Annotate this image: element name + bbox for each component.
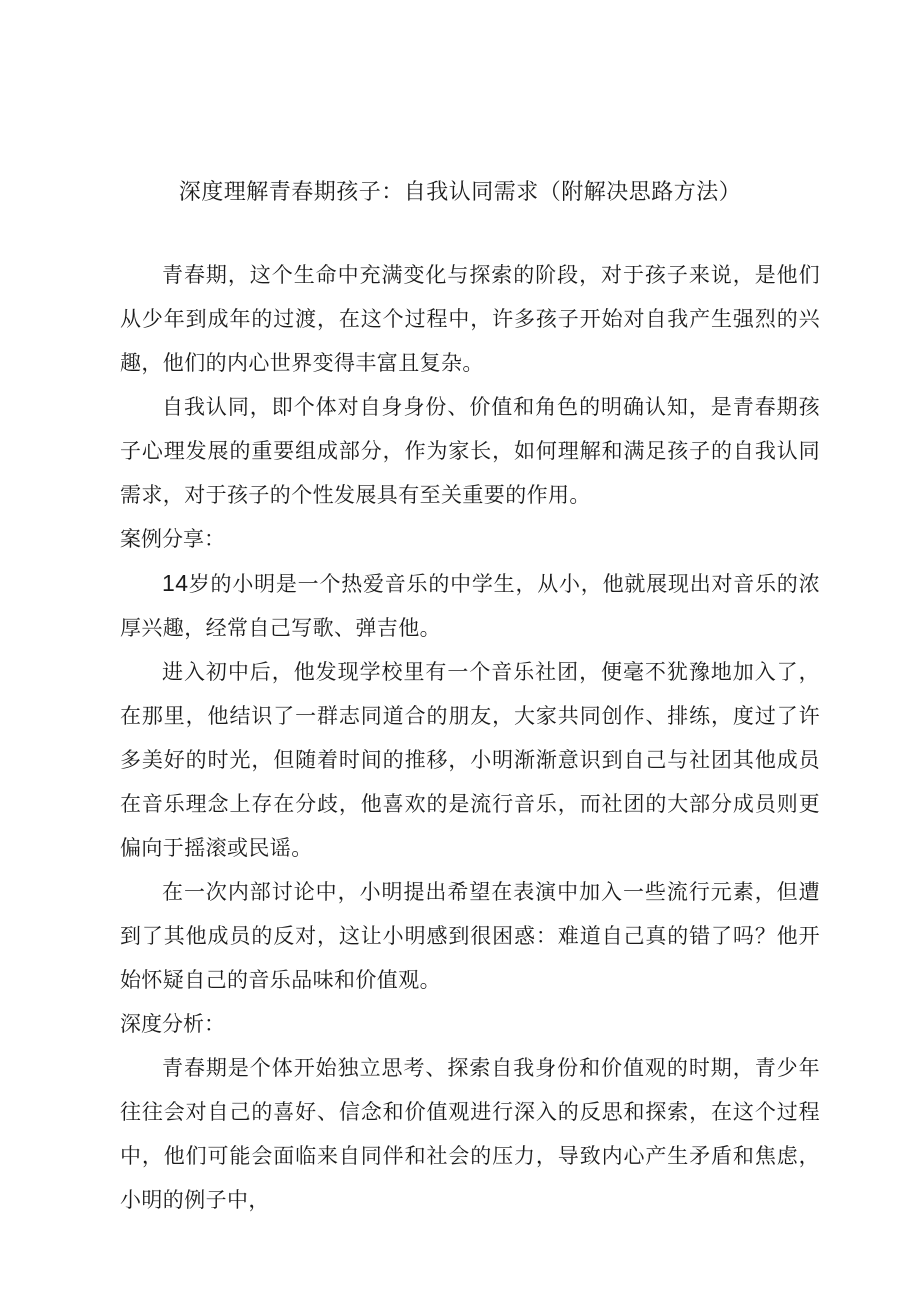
section-heading-analysis: 深度分析： — [120, 1012, 225, 1036]
case-paragraph-1 — [120, 561, 820, 650]
document-body — [120, 253, 820, 1222]
case-paragraph-2: 进入初中后，他发现学校里有一个音乐社团，便毫不犹豫地加入了，在那里，他结识了一群志同道合的朋友，大家共同创作、排练，度过了许多美好的时光，但随着时间的推移，小明渐渐意识到自己与社团其他成员在音乐理念上存在分歧，他喜欢的是流行音乐，而社团的大部分成员则更偏向于摇滚或民谣。 — [120, 660, 820, 860]
intro-paragraph-2: 自我认同，即个体对自身身份、价值和角色的明确认知，是青春期孩子心理发展的重要组成部分，作为家长，如何理解和满足孩子的自我认同需求，对于孩子的个性发展具有至关重要的作用。 — [120, 395, 820, 507]
case-paragraph-3: 在一次内部讨论中，小明提出希望在表演中加入一些流行元素，但遭到了其他成员的反对，这让小明感到很困惑：难道自己真的错了吗？他开始怀疑自己的音乐品味和价值观。 — [120, 880, 820, 992]
intro-paragraph-1: 青春期，这个生命中充满变化与探索的阶段，对于孩子来说，是他们从少年到成年的过渡，在这个过程中，许多孩子开始对自我产生强烈的兴趣，他们的内心世界变得丰富且复杂。 — [120, 263, 820, 375]
document-title: 深度理解青春期孩子：自我认同需求（附解决思路方法） — [178, 180, 742, 205]
case-paragraph-1-text: 岁的小明是一个热爱音乐的中学生，从小，他就展现出对音乐的浓厚兴趣，经常自己写歌、弹吉他。 — [120, 572, 820, 640]
section-heading-case: 案例分享： — [120, 527, 225, 551]
analysis-paragraph-1: 青春期是个体开始独立思考、探索自我身份和价值观的时期，青少年往往会对自己的喜好、信念和价值观进行深入的反思和探索，在这个过程中，他们可能会面临来自同伴和社会的压力，导致内心产生矛盾和焦虑，小明的例子中， — [120, 1056, 820, 1212]
case-age-number: 14 — [162, 570, 189, 596]
